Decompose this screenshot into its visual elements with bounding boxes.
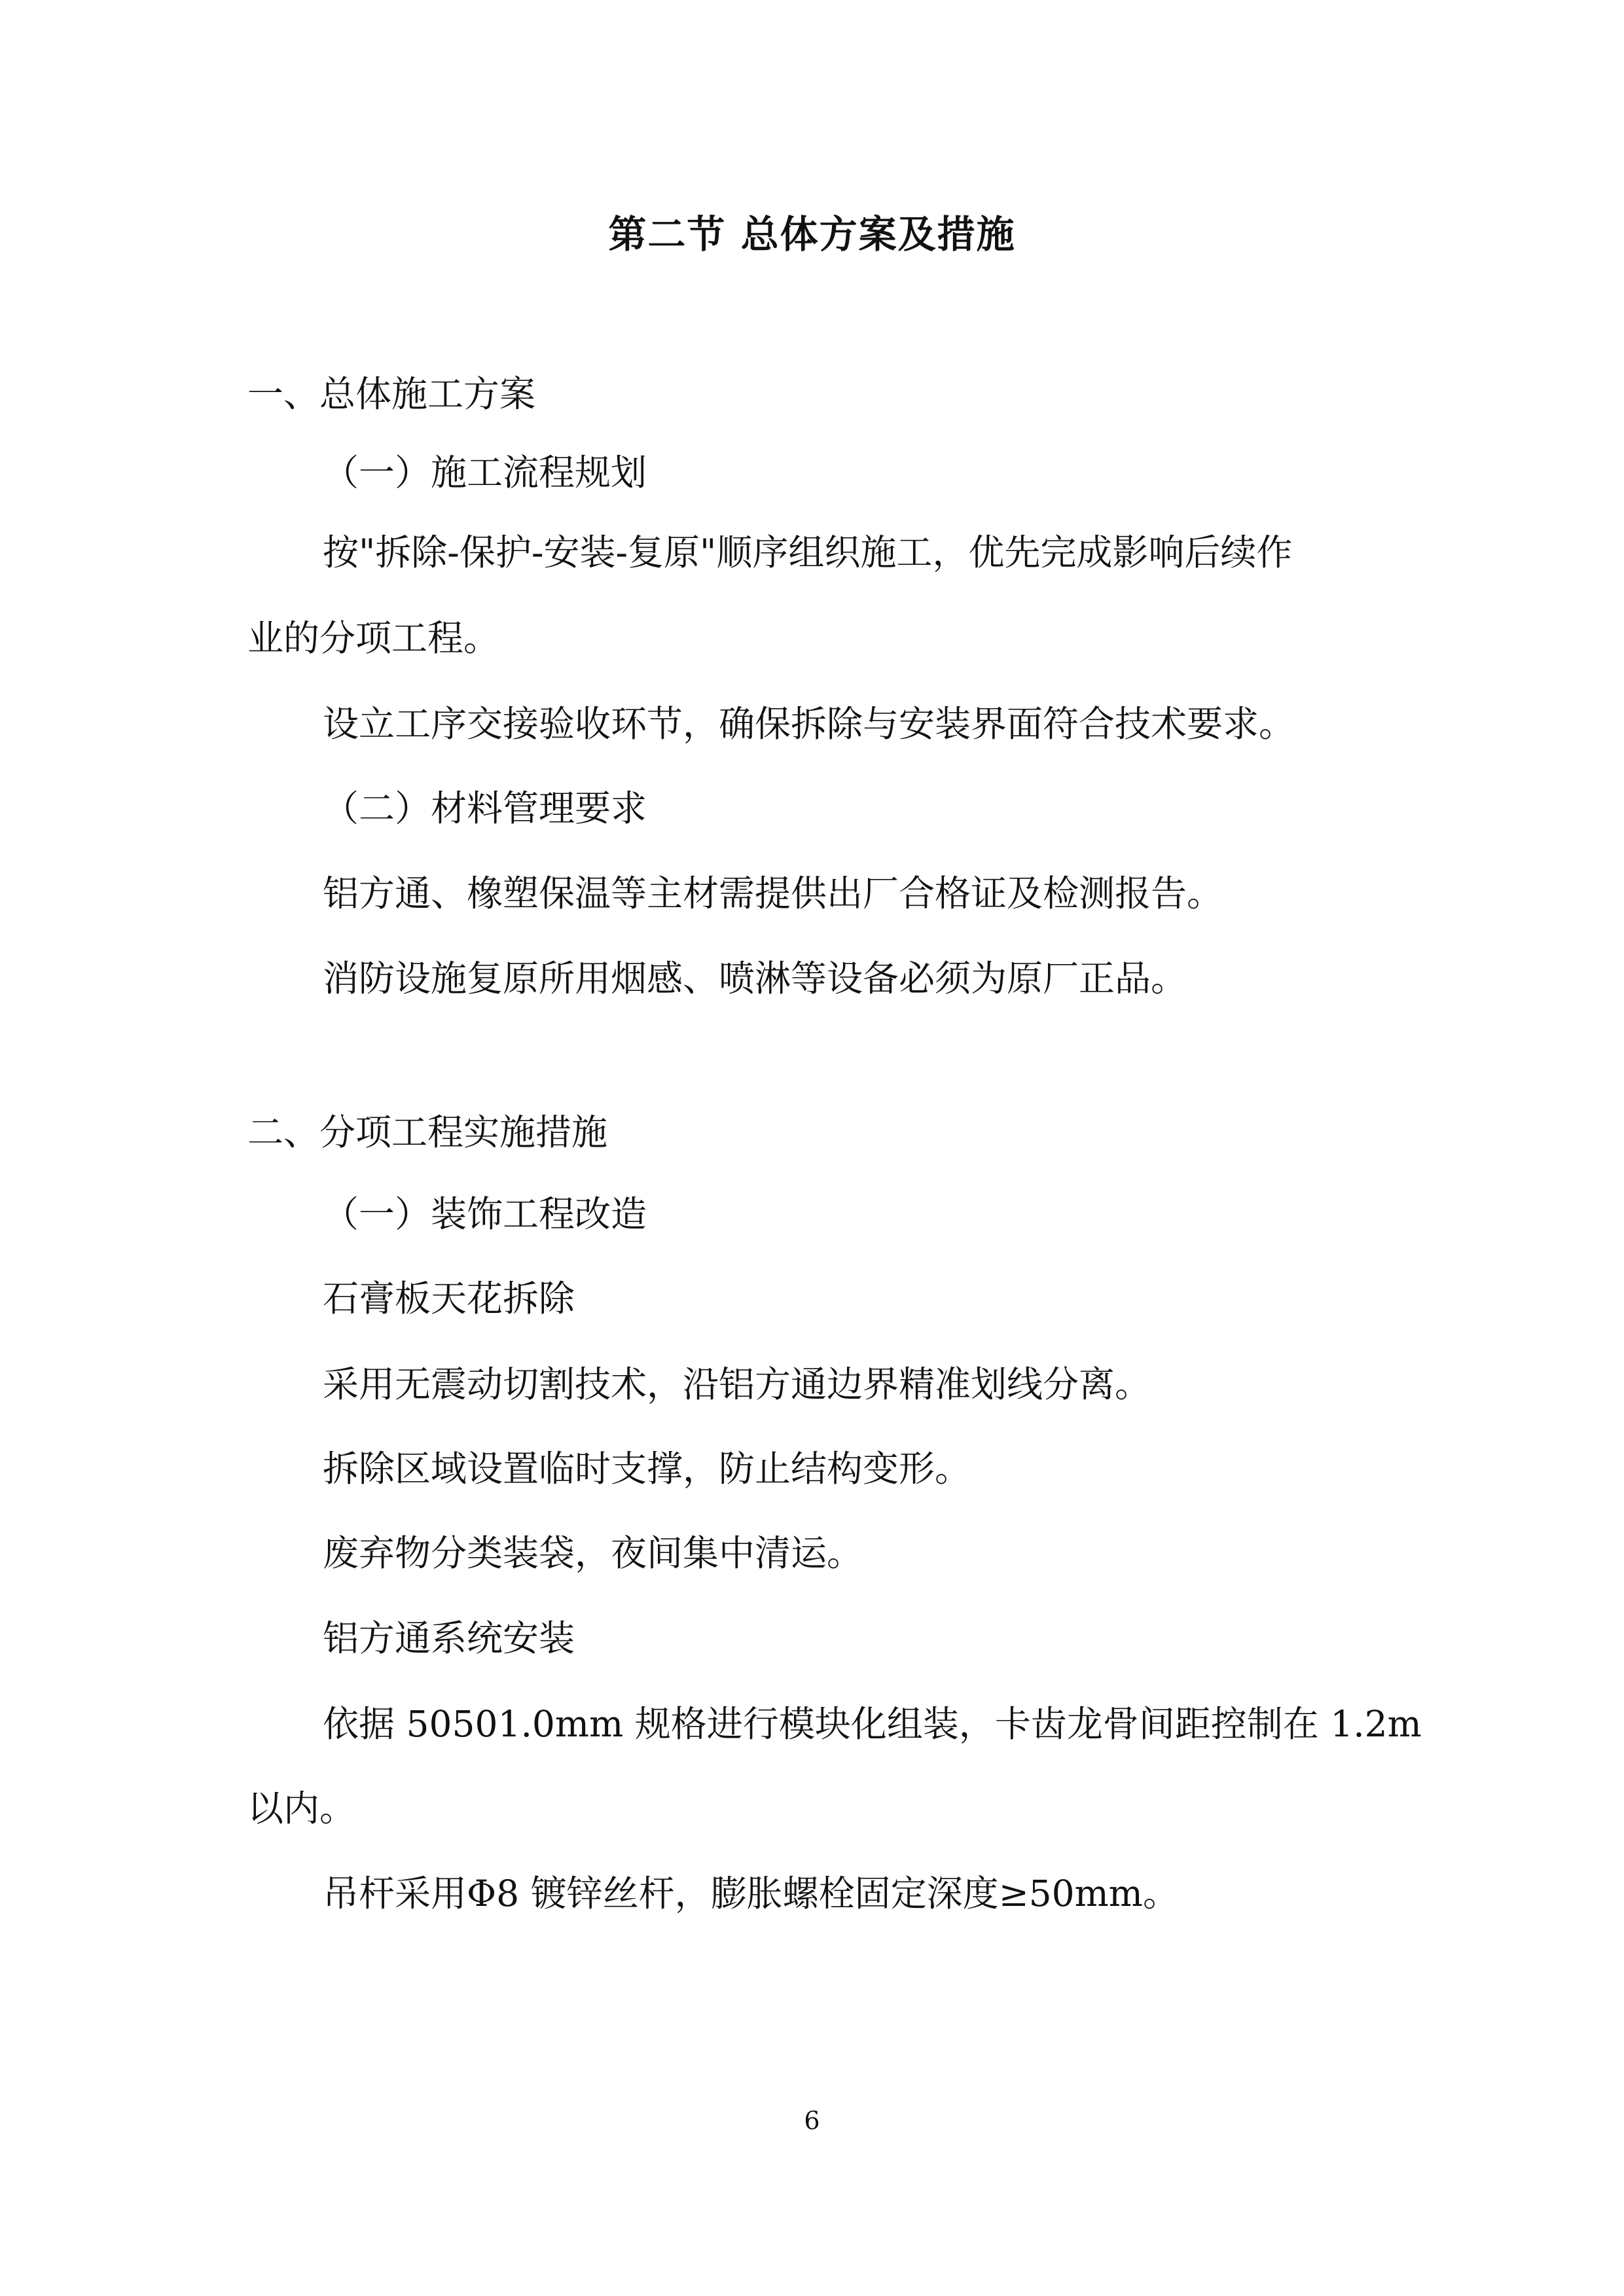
section-title: 第二节 总体方案及措施 [608, 212, 1016, 257]
paragraph-line: 业的分项工程。 [247, 617, 500, 659]
paragraph-line: 铝方通、橡塑保温等主材需提供出厂合格证及检测报告。 [323, 872, 1223, 914]
heading-subitem-measures: 二、分项工程实施措施 [247, 1111, 608, 1153]
paragraph-line: 按"拆除-保护-安装-复原"顺序组织施工，优先完成影响后续作 [323, 531, 1293, 573]
paragraph-line: 依据 50501.0mm 规格进行模块化组装，卡齿龙骨间距控制在 1.2m [323, 1703, 1422, 1745]
subheading-decoration: （一）装饰工程改造 [323, 1193, 647, 1235]
subheading-material-mgmt: （二）材料管理要求 [323, 787, 647, 829]
heading-overall-plan: 一、总体施工方案 [247, 373, 536, 415]
paragraph-line: 设立工序交接验收环节，确保拆除与安装界面符合技术要求。 [323, 703, 1295, 745]
paragraph-line: 消防设施复原所用烟感、喷淋等设备必须为原厂正品。 [323, 958, 1187, 999]
subheading-process-planning: （一）施工流程规划 [323, 452, 647, 493]
paragraph-line: 采用无震动切割技术，沿铝方通边界精准划线分离。 [323, 1363, 1151, 1405]
paragraph-line: 铝方通系统安装 [323, 1617, 575, 1659]
paragraph-line: 拆除区域设置临时支撑，防止结构变形。 [323, 1448, 971, 1490]
paragraph-line: 废弃物分类装袋，夜间集中清运。 [323, 1532, 863, 1574]
page-number: 6 [804, 2106, 820, 2135]
paragraph-line: 石膏板天花拆除 [323, 1278, 575, 1319]
paragraph-line: 以内。 [247, 1787, 356, 1829]
paragraph-line: 吊杆采用Φ8 镀锌丝杆，膨胀螺栓固定深度≥50mm。 [323, 1873, 1179, 1914]
